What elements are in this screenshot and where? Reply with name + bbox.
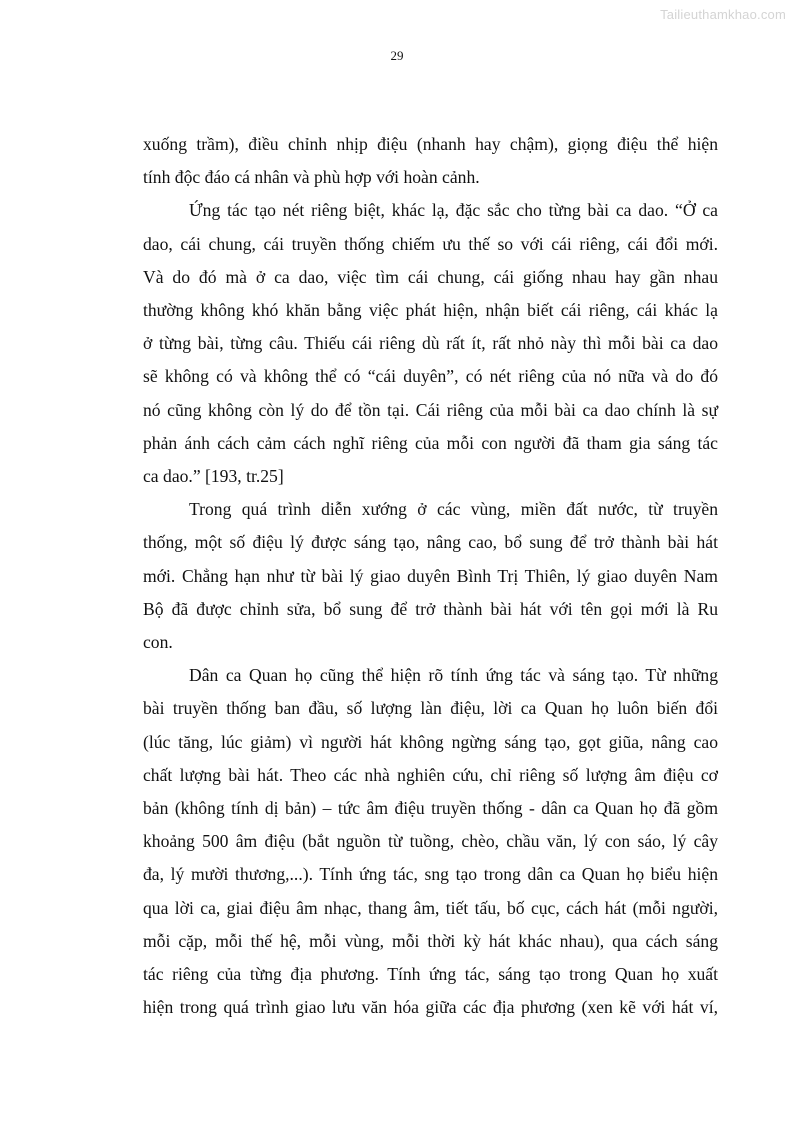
text-line: thường không khó khăn bằng việc phát hiện, nhận biết cái riêng, cái khác lạ bbox=[143, 300, 718, 321]
text-line: Dân ca Quan họ cũng thể hiện rõ tính ứng tác và sáng tạo. Từ những bbox=[189, 665, 718, 686]
text-line: sẽ không có và không thể có “cái duyên”, có nét riêng của nó nữa và do đó bbox=[143, 366, 718, 387]
text-line: nó cũng không còn lý do để tồn tại. Cái riêng của mỗi bài ca dao chính là sự bbox=[143, 399, 718, 420]
text-line: mỗi cặp, mỗi thế hệ, mỗi vùng, mỗi thời kỳ hát khác nhau), qua cách sáng bbox=[143, 930, 718, 951]
text-line: chất lượng bài hát. Theo các nhà nghiên cứu, chỉ riêng số lượng âm điệu cơ bbox=[143, 764, 718, 785]
text-line: tác riêng của từng địa phương. Tính ứng tác, sáng tạo trong Quan họ xuất bbox=[143, 964, 718, 985]
text-line: bài truyền thống ban đầu, số lượng làn điệu, lời ca Quan họ luôn biến đổi bbox=[143, 698, 718, 719]
text-line: Bộ đã được chỉnh sửa, bổ sung để trở thành bài hát với tên gọi mới là Ru bbox=[143, 598, 718, 619]
text-line: qua lời ca, giai điệu âm nhạc, thang âm, tiết tấu, bố cục, cách hát (mỗi người, bbox=[143, 897, 718, 918]
text-line: thống, một số điệu lý được sáng tạo, nâng cao, bổ sung để trở thành bài hát bbox=[143, 532, 718, 553]
text-line: Trong quá trình diễn xướng ở các vùng, miền đất nước, từ truyền bbox=[189, 499, 718, 520]
page-number: 29 bbox=[390, 48, 404, 63]
text-line: tính độc đáo cá nhân và phù hợp với hoàn cảnh. bbox=[143, 167, 480, 188]
text-line: bản (không tính dị bản) – tức âm điệu truyền thống - dân ca Quan họ đã gồm bbox=[143, 798, 718, 819]
text-line: dao, cái chung, cái truyền thống chiếm ưu thế so với cái riêng, cái đổi mới. bbox=[143, 233, 718, 254]
text-line: đa, lý mười thương,...). Tính ứng tác, sng tạo trong dân ca Quan họ biểu hiện bbox=[143, 864, 718, 885]
text-line: phản ánh cách cảm cách nghĩ riêng của mỗi con người đã tham gia sáng tác bbox=[143, 432, 718, 453]
text-line: (lúc tăng, lúc giảm) vì người hát không ngừng sáng tạo, gọt giũa, nâng cao bbox=[143, 731, 718, 752]
text-line: Ứng tác tạo nét riêng biệt, khác lạ, đặc sắc cho từng bài ca dao. “Ở ca bbox=[189, 200, 718, 221]
watermark-text: Tailieuthamkhao.com bbox=[660, 7, 786, 22]
text-line: khoảng 500 âm điệu (bắt nguồn từ tuồng, chèo, chầu văn, lý con sáo, lý cây bbox=[143, 831, 718, 852]
body-text bbox=[143, 128, 718, 1024]
text-line: Và do đó mà ở ca dao, việc tìm cái chung, cái giống nhau hay gần nhau bbox=[143, 266, 718, 287]
text-line: ở từng bài, từng câu. Thiếu cái riêng dù rất ít, rất nhỏ này thì mỗi bài ca dao bbox=[143, 333, 718, 354]
text-line: ca dao.” [193, tr.25] bbox=[143, 466, 284, 487]
text-line: con. bbox=[143, 632, 173, 653]
text-line: xuống trầm), điều chỉnh nhịp điệu (nhanh hay chậm), giọng điệu thể hiện bbox=[143, 134, 718, 154]
text-line: hiện trong quá trình giao lưu văn hóa giữa các địa phương (xen kẽ với hát ví, bbox=[143, 997, 718, 1018]
text-line: mới. Chẳng hạn như từ bài lý giao duyên Bình Trị Thiên, lý giao duyên Nam bbox=[143, 565, 718, 586]
